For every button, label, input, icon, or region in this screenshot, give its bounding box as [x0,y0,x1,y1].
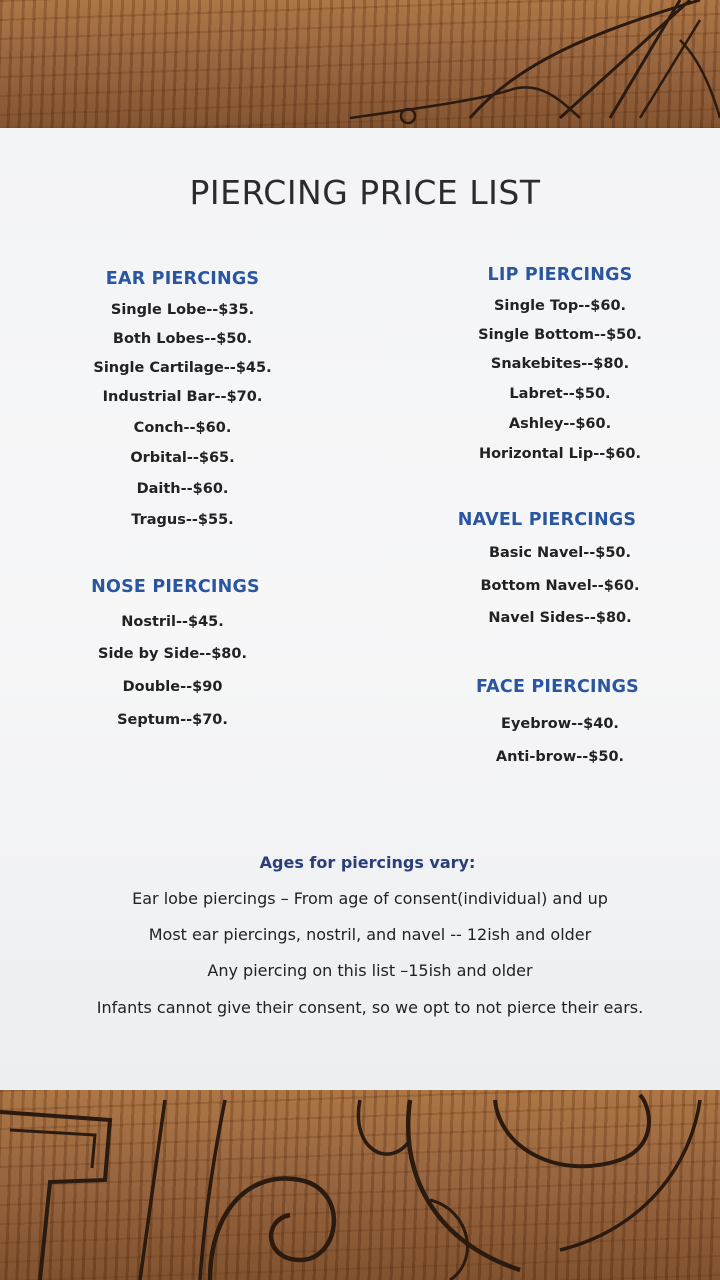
wood-table-top [0,0,720,140]
navel-piercings-heading: NAVEL PIERCINGS [457,510,637,530]
ages-line: Most ear piercings, nostril, and navel -- 12ish and older [148,925,592,944]
ages-line: Any piercing on this list –15ish and older [207,961,533,980]
ages-line: Infants cannot give their consent, so we opt to not pierce their ears. [96,998,644,1017]
lip-piercings-heading: LIP PIERCINGS [487,265,633,285]
lip-item: Single Top--$60. [493,298,627,314]
face-item: Eyebrow--$40. [501,716,619,732]
nose-item: Nostril--$45. [121,614,224,630]
navel-item: Navel Sides--$80. [488,610,632,626]
wood-table-bottom [0,1090,720,1280]
ear-item: Single Cartilage--$45. [93,360,272,376]
face-piercings-heading: FACE PIERCINGS [476,677,639,697]
lip-item: Single Bottom--$50. [478,327,642,343]
ages-line: Ear lobe piercings – From age of consent(individual) and up [132,889,608,908]
page-title: PIERCING PRICE LIST [189,173,541,212]
ear-item: Orbital--$65. [130,450,235,466]
carved-pattern-bottom [0,1090,720,1280]
price-list-sheet [0,128,720,1098]
ear-item: Daith--$60. [136,481,229,497]
nose-item: Double--$90 [122,679,223,695]
lip-item: Snakebites--$80. [490,356,630,372]
ear-item: Single Lobe--$35. [110,302,255,318]
lip-item: Ashley--$60. [508,416,612,432]
carved-pattern-top [0,0,720,140]
nose-item: Septum--$70. [117,712,228,728]
nose-item: Side by Side--$80. [98,646,247,662]
ear-item: Conch--$60. [133,420,232,436]
ear-piercings-heading: EAR PIERCINGS [105,269,260,289]
ages-heading: Ages for piercings vary: [259,853,476,872]
lip-item: Horizontal Lip--$60. [478,446,642,462]
lip-item: Labret--$50. [509,386,611,402]
nose-piercings-heading: NOSE PIERCINGS [91,577,260,597]
navel-item: Basic Navel--$50. [488,545,632,561]
ear-item: Tragus--$55. [131,512,234,528]
ear-item: Industrial Bar--$70. [102,389,263,405]
ear-item: Both Lobes--$50. [112,331,253,347]
face-item: Anti-brow--$50. [495,749,625,765]
navel-item: Bottom Navel--$60. [480,578,640,594]
